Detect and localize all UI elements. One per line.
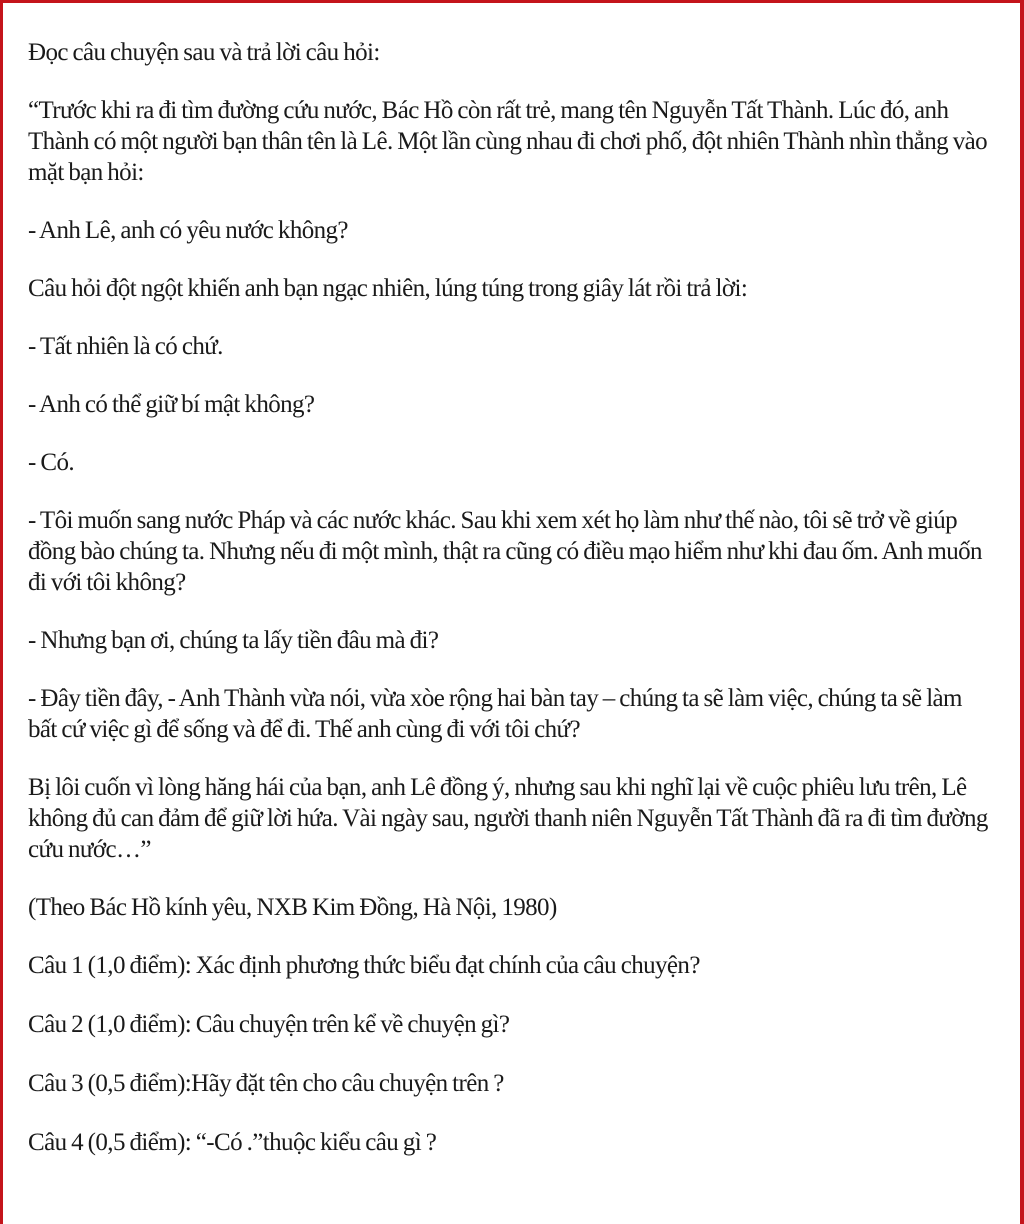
story-paragraph: - Anh Lê, anh có yêu nước không? [28,217,348,244]
intro-line: Đọc câu chuyện sau và trả lời câu hỏi: [28,39,380,66]
story-paragraph: - Nhưng bạn ơi, chúng ta lấy tiền đâu mà đi? [28,627,439,654]
story-paragraph: - Tất nhiên là có chứ. [28,333,223,360]
question-1: Câu 1 (1,0 điểm): Xác định phương thức biểu đạt chính của câu chuyện? [28,952,700,979]
story-paragraph: “Trước khi ra đi tìm đường cứu nước, Bác Hồ còn rất trẻ, mang tên Nguyễn Tất Thành. Lúc đó, anh Thành có một người bạn thân tên là Lê. Một lần cùng nhau đi chơi phố, đột nhiên Thành nhìn thẳng vào mặt bạn hỏi: [28,97,988,186]
document-body [28,37,988,1186]
story-paragraph: Bị lôi cuốn vì lòng hăng hái của bạn, anh Lê đồng ý, nhưng sau khi nghĩ lại về cuộc phiêu lưu trên, Lê không đủ can đảm để giữ lời hứa. Vài ngày sau, người thanh niên Nguyễn Tất Thành đã ra đi tìm đường cứu nước…” [28,774,988,863]
story-paragraph: - Tôi muốn sang nước Pháp và các nước khác. Sau khi xem xét họ làm như thế nào, tôi sẽ trở về giúp đồng bào chúng ta. Nhưng nếu đi một mình, thật ra cũng có điều mạo hiểm như khi đau ốm. Anh muốn đi với tôi không? [28,507,982,596]
story-paragraph: - Đây tiền đây, - Anh Thành vừa nói, vừa xòe rộng hai bàn tay – chúng ta sẽ làm việc, chúng ta sẽ làm bất cứ việc gì để sống và để đi. Thế anh cùng đi với tôi chứ? [28,685,962,743]
question-2: Câu 2 (1,0 điểm): Câu chuyện trên kể về chuyện gì? [28,1011,510,1038]
question-3: Câu 3 (0,5 điểm):Hãy đặt tên cho câu chuyện trên ? [28,1070,504,1097]
source-citation: (Theo Bác Hồ kính yêu, NXB Kim Đồng, Hà Nội, 1980) [28,894,557,921]
story-paragraph: - Anh có thể giữ bí mật không? [28,391,315,418]
story-paragraph: Câu hỏi đột ngột khiến anh bạn ngạc nhiên, lúng túng trong giây lát rồi trả lời: [28,275,748,302]
story-paragraph: - Có. [28,449,75,476]
question-4: Câu 4 (0,5 điểm): “-Có .”thuộc kiểu câu gì ? [28,1129,437,1156]
